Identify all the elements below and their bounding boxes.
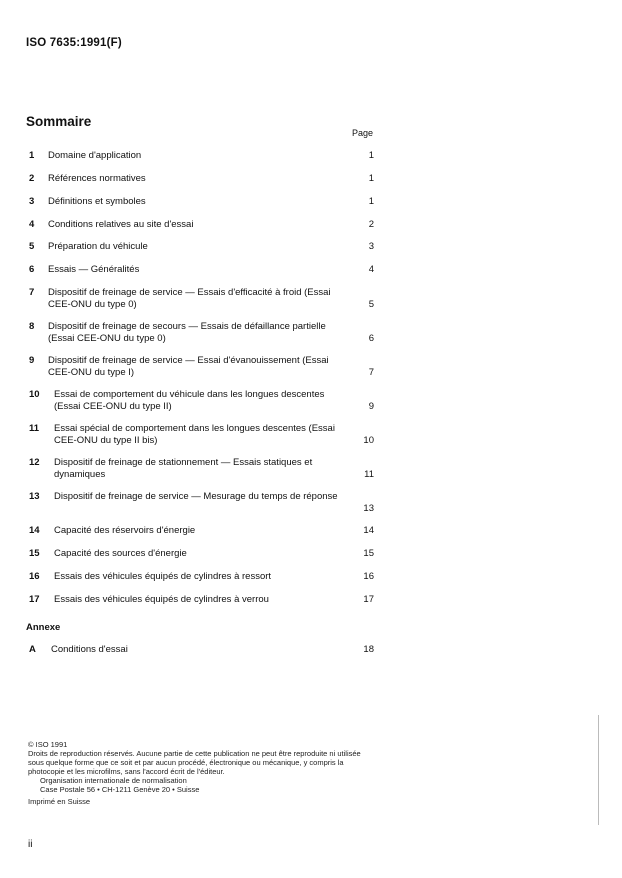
toc-item-page: 13 (363, 503, 374, 514)
annex-heading: Annexe (26, 622, 61, 633)
toc-item-page: 3 (368, 241, 374, 252)
annex-item-page: 18 (363, 644, 374, 655)
toc-item-title: Dispositif de freinage de service — Essais d'efficacité à froid (Essai CEE-ONU du type 0) (48, 287, 331, 310)
toc-item-title: Références normatives (48, 173, 146, 184)
toc-item-number: 11 (29, 423, 40, 434)
organisation-address: Case Postale 56 • CH-1211 Genève 20 • Suisse (40, 785, 200, 794)
copyright-notice (28, 740, 378, 806)
toc-item-page: 6 (368, 333, 374, 344)
toc-item-number: 16 (29, 571, 40, 582)
toc-item-number: 4 (29, 219, 35, 230)
copyright-rights: Droits de reproduction réservés. Aucune partie de cette publication ne peut être reproduite ni utilisée sous quelque forme que ce soit et par aucun procédé, électronique ou mécanique, y compris la photocopie et les microfilms, sans l'accord écrit de l'éditeur. (28, 749, 361, 776)
toc-item-page: 1 (368, 173, 374, 184)
toc-item-title: Essais des véhicules équipés de cylindres à ressort (54, 571, 272, 582)
toc-item-number: 17 (29, 594, 40, 605)
toc-item-number: 7 (29, 287, 35, 298)
toc-item-number: 14 (29, 525, 40, 536)
toc-item-page: 1 (368, 150, 374, 161)
toc-item-page: 16 (363, 571, 374, 582)
toc-item-title: Dispositif de freinage de secours — Essais de défaillance partielle (Essai CEE-ONU du type 0) (48, 321, 326, 344)
scan-margin-mark (598, 715, 599, 825)
toc-item-number: 5 (29, 241, 35, 252)
toc-item-number: 1 (29, 150, 35, 161)
toc-item-page: 14 (363, 525, 374, 536)
page-number: ii (28, 839, 33, 850)
toc-item-page: 17 (363, 594, 374, 605)
document-id: ISO 7635:1991(F) (26, 37, 122, 49)
page-column-label: Page (352, 128, 374, 138)
toc-item-title: Dispositif de freinage de service — Mesurage du temps de réponse (54, 491, 338, 502)
toc-item-title: Essais des véhicules équipés de cylindres à verrou (54, 594, 269, 605)
printed-in: Imprimé en Suisse (28, 797, 91, 806)
annex-item-title: Conditions d'essai (51, 644, 128, 655)
toc-item-number: 8 (29, 321, 35, 332)
toc-item-title: Essais — Généralités (48, 264, 140, 275)
toc-item-title: Dispositif de freinage de service — Essai d'évanouissement (Essai CEE-ONU du type I) (48, 355, 329, 378)
toc-item-title: Conditions relatives au site d'essai (48, 219, 194, 230)
toc-item-number: 13 (29, 491, 40, 502)
toc-item-title: Préparation du véhicule (48, 241, 148, 252)
toc-item-title: Définitions et symboles (48, 196, 146, 207)
toc-item-number: 12 (29, 457, 40, 468)
organisation-name: Organisation internationale de normalisation (40, 776, 187, 785)
toc-item-number: 15 (29, 548, 40, 559)
toc-item-page: 1 (368, 196, 374, 207)
toc-item-number: 6 (29, 264, 35, 275)
toc-item-number: 10 (29, 389, 40, 400)
copyright-line: © ISO 1991 (28, 740, 68, 749)
toc-item-page: 4 (368, 264, 374, 275)
toc-item-page: 2 (368, 219, 374, 230)
toc-item-title: Dispositif de freinage de stationnement — Essais statiques et dynamiques (54, 457, 313, 480)
toc-heading: Sommaire (26, 114, 92, 129)
toc-item-title: Essai spécial de comportement dans les longues descentes (Essai CEE-ONU du type II bis) (54, 423, 335, 446)
toc-item-page: 9 (368, 401, 374, 412)
toc-item-number: 3 (29, 196, 35, 207)
toc-item-title: Capacité des réservoirs d'énergie (54, 525, 196, 536)
annex-item-letter: A (29, 644, 36, 655)
toc-item-number: 2 (29, 173, 35, 184)
toc-item-page: 15 (363, 548, 374, 559)
toc-item-page: 10 (363, 435, 374, 446)
toc-item-page: 7 (368, 367, 374, 378)
toc-item-title: Domaine d'application (48, 150, 142, 161)
toc-item-page: 11 (364, 469, 374, 480)
toc-item-number: 9 (29, 355, 35, 366)
toc-item-page: 5 (368, 299, 374, 310)
toc-item-title: Essai de comportement du véhicule dans les longues descentes (Essai CEE-ONU du type II) (54, 389, 325, 412)
toc-item-title: Capacité des sources d'énergie (54, 548, 187, 559)
